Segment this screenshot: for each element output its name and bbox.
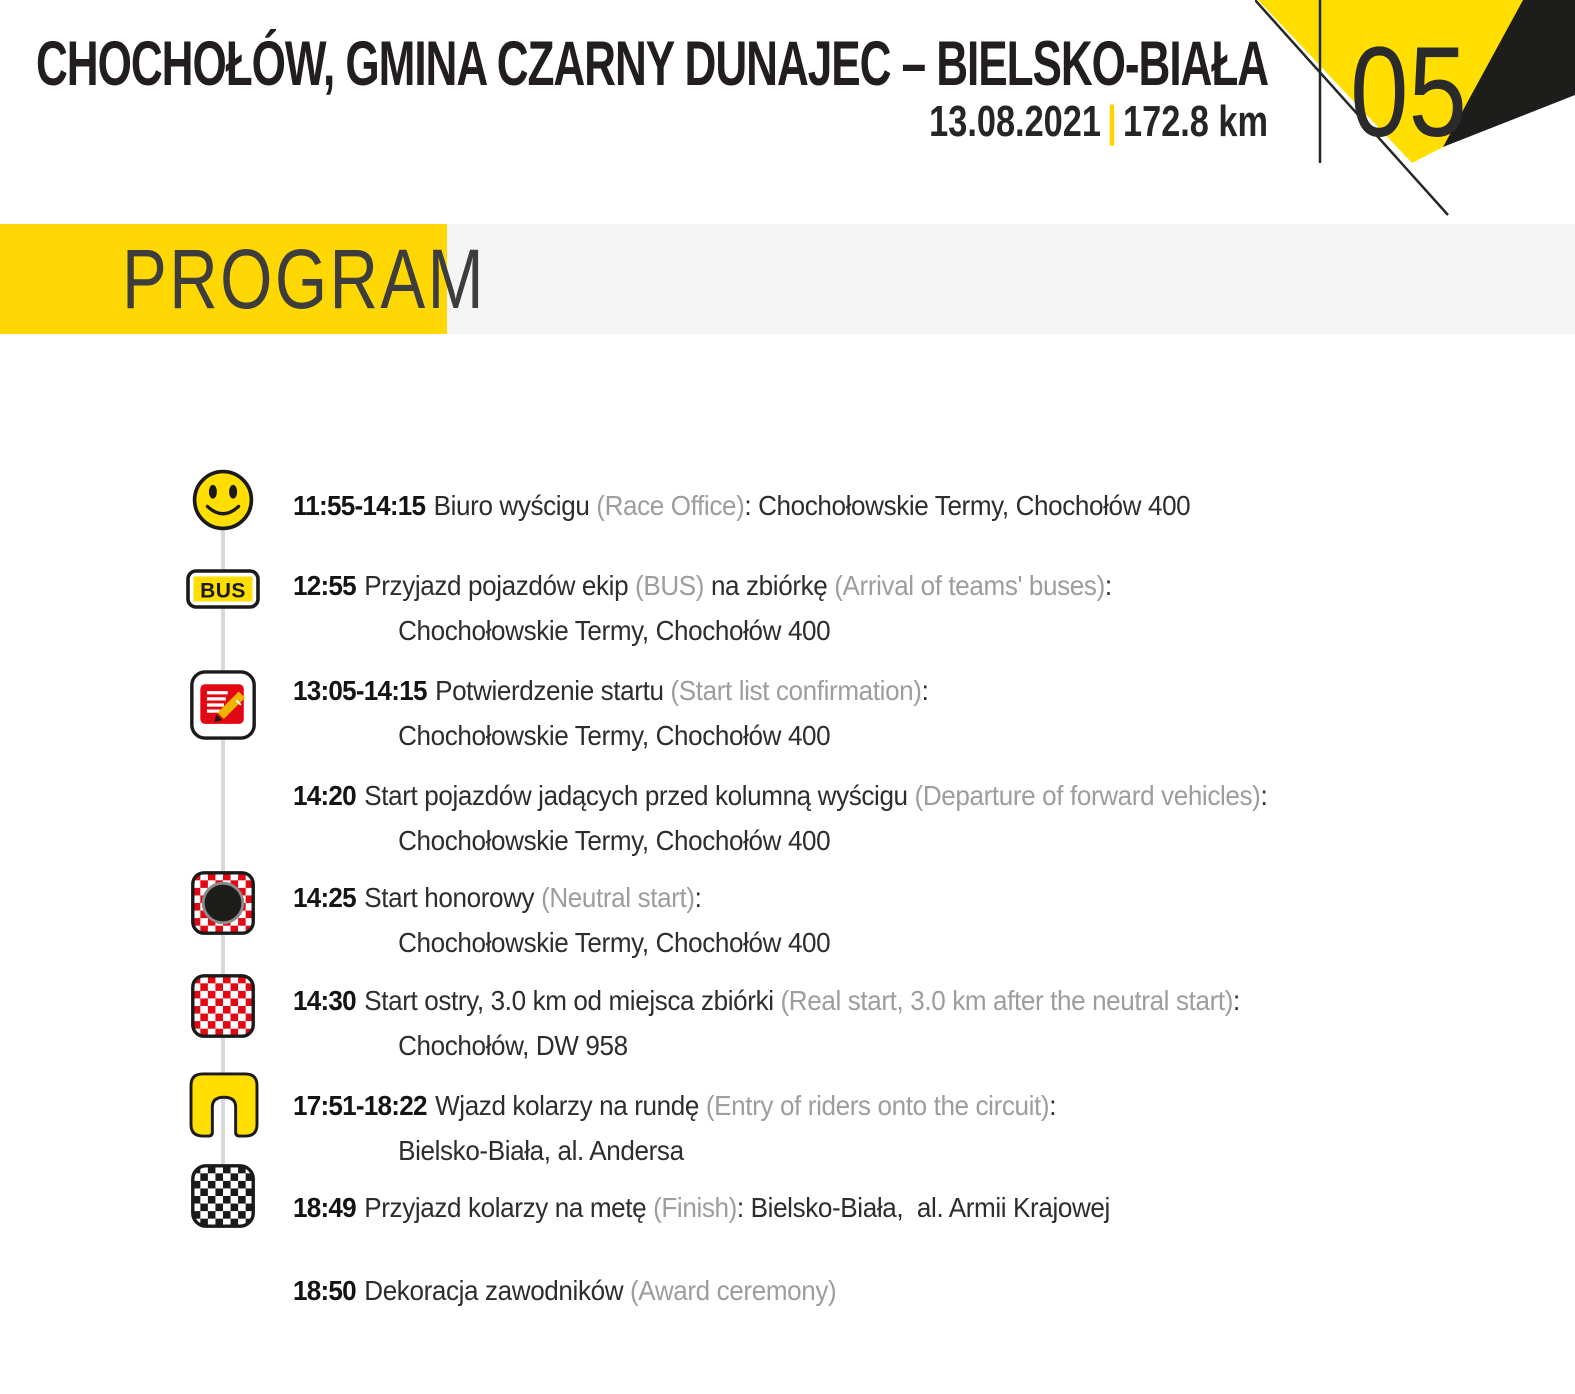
event-text-en: (Award ceremony)	[630, 1275, 837, 1306]
event-text: Potwierdzenie startu	[435, 675, 671, 706]
timeline-row: 14:30 Start ostry, 3.0 km od miejsca zbiórki (Real start, 3.0 km after the neutral start): Chochołów, DW 958	[293, 978, 1575, 1068]
event-text-en: (Departure of forward vehicles)	[914, 780, 1261, 811]
program-title: PROGRAM	[122, 232, 487, 326]
event-location: Chochołów, DW 958	[398, 1030, 628, 1061]
event-text: Przyjazd pojazdów ekip	[364, 570, 636, 601]
timeline-row: 11:55-14:15 Biuro wyścigu (Race Office): Chochołowskie Termy, Chochołów 400	[293, 490, 1191, 521]
event-time: 14:25	[293, 882, 356, 913]
event-text: Wjazd kolarzy na rundę	[435, 1090, 706, 1121]
real-start-icon	[189, 972, 257, 1040]
event-location: Chochołowskie Termy, Chochołów 400	[398, 927, 831, 958]
timeline-row: 18:49 Przyjazd kolarzy na metę (Finish): Bielsko-Biała, al. Armii Krajowej	[293, 1192, 1110, 1223]
stage-distance: 172.8 km	[1122, 97, 1268, 146]
event-text-en: (Start list confirmation)	[670, 675, 922, 706]
program-band-yellow	[0, 224, 487, 334]
stage-dateline	[0, 98, 1268, 146]
event-location: Chochołowskie Termy, Chochołów 400	[398, 615, 831, 646]
event-text: Biuro wyścigu	[433, 490, 597, 521]
event-location: Bielsko-Biała, al. Andersa	[398, 1135, 684, 1166]
event-text: Dekoracja zawodników	[364, 1275, 631, 1306]
timeline-row: 13:05-14:15 Potwierdzenie startu (Start list confirmation): Chochołowskie Termy, Chochołów 400	[293, 668, 1575, 758]
smiley-race-office-icon	[190, 467, 256, 533]
event-text: Przyjazd kolarzy na metę	[364, 1192, 654, 1223]
event-time: 14:30	[293, 985, 356, 1016]
circuit-entry-icon	[189, 1072, 259, 1138]
bus-icon	[186, 569, 260, 609]
event-time: 12:55	[293, 570, 356, 601]
event-text-en: (BUS)	[635, 570, 705, 601]
event-text: Start honorowy	[364, 882, 542, 913]
program-band	[0, 224, 1575, 334]
separator-bar: |	[1107, 97, 1117, 146]
event-time: 18:49	[293, 1192, 356, 1223]
event-time: 13:05-14:15	[293, 675, 427, 706]
event-text-en: (Race Office)	[596, 490, 745, 521]
event-location: Chochołowskie Termy, Chochołów 400	[398, 720, 831, 751]
event-text: Start pojazdów jadących przed kolumną wyścigu	[364, 780, 915, 811]
stage-header	[0, 29, 1268, 146]
timeline-row	[293, 1268, 1575, 1313]
stage-date: 13.08.2021	[929, 97, 1101, 146]
event-time: 17:51-18:22	[293, 1090, 427, 1121]
timeline-row: 12:55 Przyjazd pojazdów ekip (BUS) na zbiórkę (Arrival of teams' buses): Chochołowskie Termy, Chochołów 400	[293, 563, 1575, 653]
event-text-en: (Neutral start)	[541, 882, 695, 913]
stage-number: 05	[1350, 20, 1467, 164]
event-time: 18:50	[293, 1275, 356, 1306]
stage-title: CHOCHOŁÓW, GMINA CZARNY DUNAJEC – BIELSKO-BIAŁA	[35, 29, 1268, 99]
event-text-en: (Real start, 3.0 km after the neutral start)	[780, 985, 1234, 1016]
timeline-row: 14:20 Start pojazdów jadących przed kolumną wyścigu (Departure of forward vehicles): Chochołowskie Termy, Chochołów 400	[293, 773, 1575, 863]
stage-corner-graphic	[1255, 0, 1575, 220]
event-time: 11:55-14:15	[293, 490, 426, 521]
event-text-en: (Entry of riders onto the circuit)	[705, 1090, 1050, 1121]
event-text-en: (Finish)	[653, 1192, 737, 1223]
event-time: 14:20	[293, 780, 356, 811]
event-text: Start ostry, 3.0 km od miejsca zbiórki	[364, 985, 781, 1016]
timeline-row: 17:51-18:22 Wjazd kolarzy na rundę (Entry of riders onto the circuit): Bielsko-Biała, al. Andersa	[293, 1083, 1575, 1173]
start-list-confirmation-icon	[189, 669, 257, 741]
finish-flag-icon	[189, 1162, 257, 1230]
svg-text:BUS: BUS	[200, 579, 246, 603]
timeline-row: 14:25 Start honorowy (Neutral start): Chochołowskie Termy, Chochołów 400	[293, 875, 1575, 965]
neutral-start-icon	[189, 869, 257, 937]
event-location: Chochołowskie Termy, Chochołów 400	[398, 825, 831, 856]
